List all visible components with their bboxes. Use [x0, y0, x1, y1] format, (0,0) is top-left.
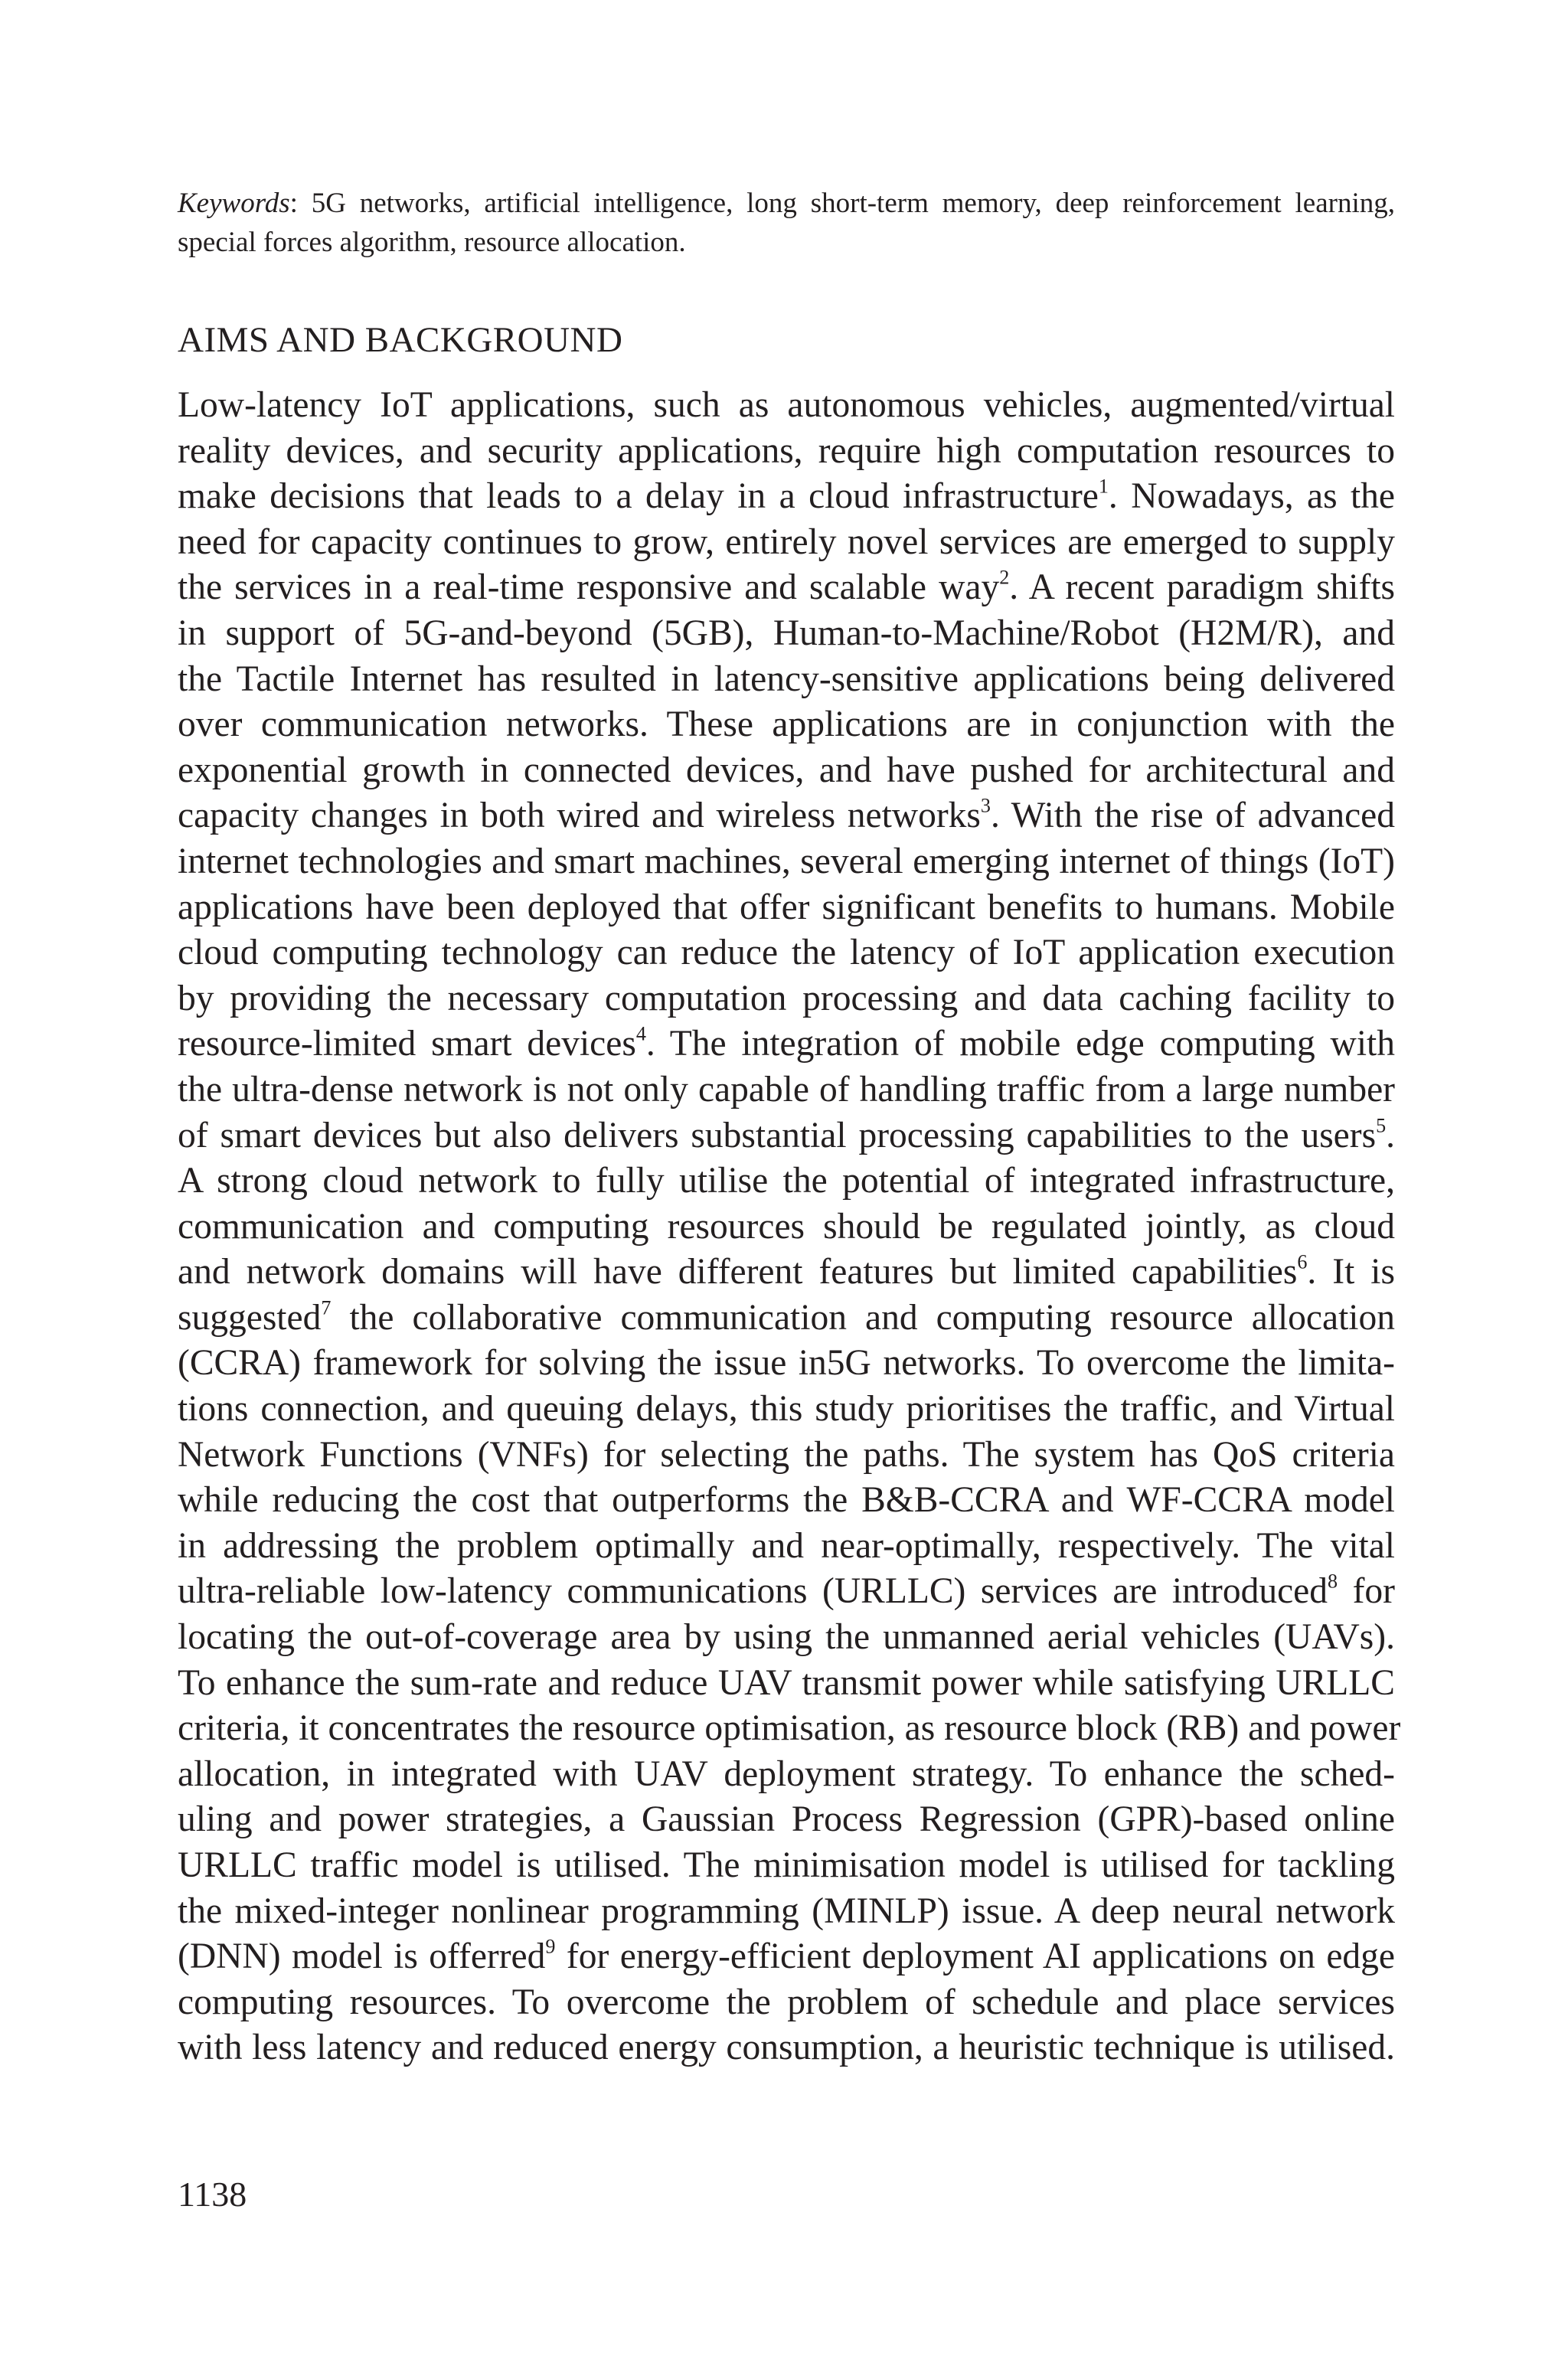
body-line: by providing the necessary computation processing and data caching facility to — [178, 978, 1395, 1018]
section-heading: AIMS AND BACKGROUND — [178, 320, 623, 360]
body-line: resource-limited smart devices$^4$. The integration of mobile edge computing with — [178, 1022, 1395, 1064]
body-line: the ultra-dense network is not only capable of handling traffic from a large number — [178, 1069, 1395, 1110]
body-line: A strong cloud network to fully utilise the potential of integrated infrastructure, — [178, 1161, 1395, 1201]
body-line: in support of 5G-and-beyond (5GB), Human-to-Machine/Robot (H2M/R), and — [178, 613, 1395, 653]
citation-superscript: 5 — [1376, 1113, 1387, 1136]
body-line: with less latency and reduced energy consumption, a heuristic technique is utilised. — [178, 2028, 1395, 2068]
body-line: tions connection, and queuing delays, this study prioritises the traffic, and Virtual — [178, 1389, 1395, 1430]
body-line: uling and power strategies, a Gaussian Process Regression (GPR)-based online — [178, 1799, 1395, 1840]
body-line: while reducing the cost that outperforms the B&B-CCRA and WF-CCRA model — [178, 1480, 1395, 1521]
citation-superscript: 9 — [545, 1935, 556, 1958]
body-line: over communication networks. These applications are in conjunction with the — [178, 704, 1395, 745]
body-line: applications have been deployed that offer significant benefits to humans. Mobile — [178, 887, 1395, 927]
body-line: internet technologies and smart machines, several emerging internet of things (IoT) — [178, 841, 1395, 881]
body-line: (DNN) model is offerred$^9$ for energy-efficient deployment AI applications on edge — [178, 1935, 1395, 1977]
keywords-text: : 5G networks, artificial intelligence, long short-term memory, deep reinforcement learning, special forces algorithm, resource allocation. — [178, 188, 1395, 258]
body-line: in addressing the problem optimally and near-optimally, respectively. The vital — [178, 1525, 1395, 1566]
body-line: criteria, it concentrates the resource optimisation, as resource block (RB) and power — [178, 1708, 1401, 1749]
body-line: cloud computing technology can reduce the latency of IoT application execution — [178, 933, 1395, 973]
citation-superscript: 7 — [321, 1296, 332, 1319]
citation-superscript: 4 — [635, 1022, 646, 1045]
keywords-block — [178, 184, 1395, 262]
body-line: exponential growth in connected devices, and have pushed for architectural and — [178, 750, 1395, 790]
body-line: ultra-reliable low-latency communications (URLLC) services are introduced$^8$ for — [178, 1570, 1395, 1612]
body-line: suggested$^7$ the collaborative communication and computing resource allocation — [178, 1296, 1395, 1338]
body-line: the mixed-integer nonlinear programming (MINLP) issue. A deep neural network — [178, 1891, 1395, 1931]
body-line: the Tactile Internet has resulted in latency-sensitive applications being delivered — [178, 659, 1395, 699]
keywords-label: Keywords — [178, 188, 290, 219]
citation-superscript: 6 — [1297, 1250, 1308, 1273]
body-line: make decisions that leads to a delay in a cloud infrastructure$^1$. Nowadays, as the — [178, 475, 1396, 517]
body-line: (CCRA) framework for solving the issue in5G networks. To overcome the limita- — [178, 1343, 1395, 1384]
body-line: reality devices, and security applications, require high computation resources to — [178, 430, 1395, 471]
body-line: communication and computing resources should be regulated jointly, as cloud — [178, 1206, 1395, 1247]
citation-superscript: 3 — [980, 794, 991, 817]
page-number: 1138 — [178, 2175, 247, 2214]
body-paragraph — [178, 383, 1401, 2071]
citation-superscript: 8 — [1328, 1570, 1338, 1593]
body-line: the services in a real-time responsive and scalable way$^2$. A recent paradigm shifts — [178, 566, 1395, 608]
body-line: Network Functions (VNFs) for selecting the paths. The system has QoS criteria — [178, 1434, 1395, 1475]
body-line: To enhance the sum-rate and reduce UAV transmit power while satisfying URLLC — [178, 1662, 1395, 1703]
body-line: URLLC traffic model is utilised. The minimisation model is utilised for tackling — [178, 1845, 1395, 1885]
body-line: and network domains will have different features but limited capabilities$^6$. It is — [178, 1250, 1395, 1293]
body-line: allocation, in integrated with UAV deployment strategy. To enhance the sched- — [178, 1753, 1395, 1794]
body-line: capacity changes in both wired and wireless networks$^3$. With the rise of advanced — [178, 794, 1396, 836]
body-line: Low-latency IoT applications, such as autonomous vehicles, augmented/virtual — [178, 385, 1395, 425]
body-line: computing resources. To overcome the problem of schedule and place services — [178, 1982, 1395, 2022]
citation-superscript: 1 — [1098, 475, 1109, 498]
body-line: need for capacity continues to grow, entirely novel services are emerged to supply — [178, 521, 1395, 562]
body-line: of smart devices but also delivers substantial processing capabilities to the users$^5$. — [178, 1113, 1395, 1155]
citation-superscript: 2 — [999, 566, 1010, 589]
journal-page — [178, 0, 1401, 2353]
body-line: locating the out-of-coverage area by using the unmanned aerial vehicles (UAVs). — [178, 1617, 1395, 1658]
